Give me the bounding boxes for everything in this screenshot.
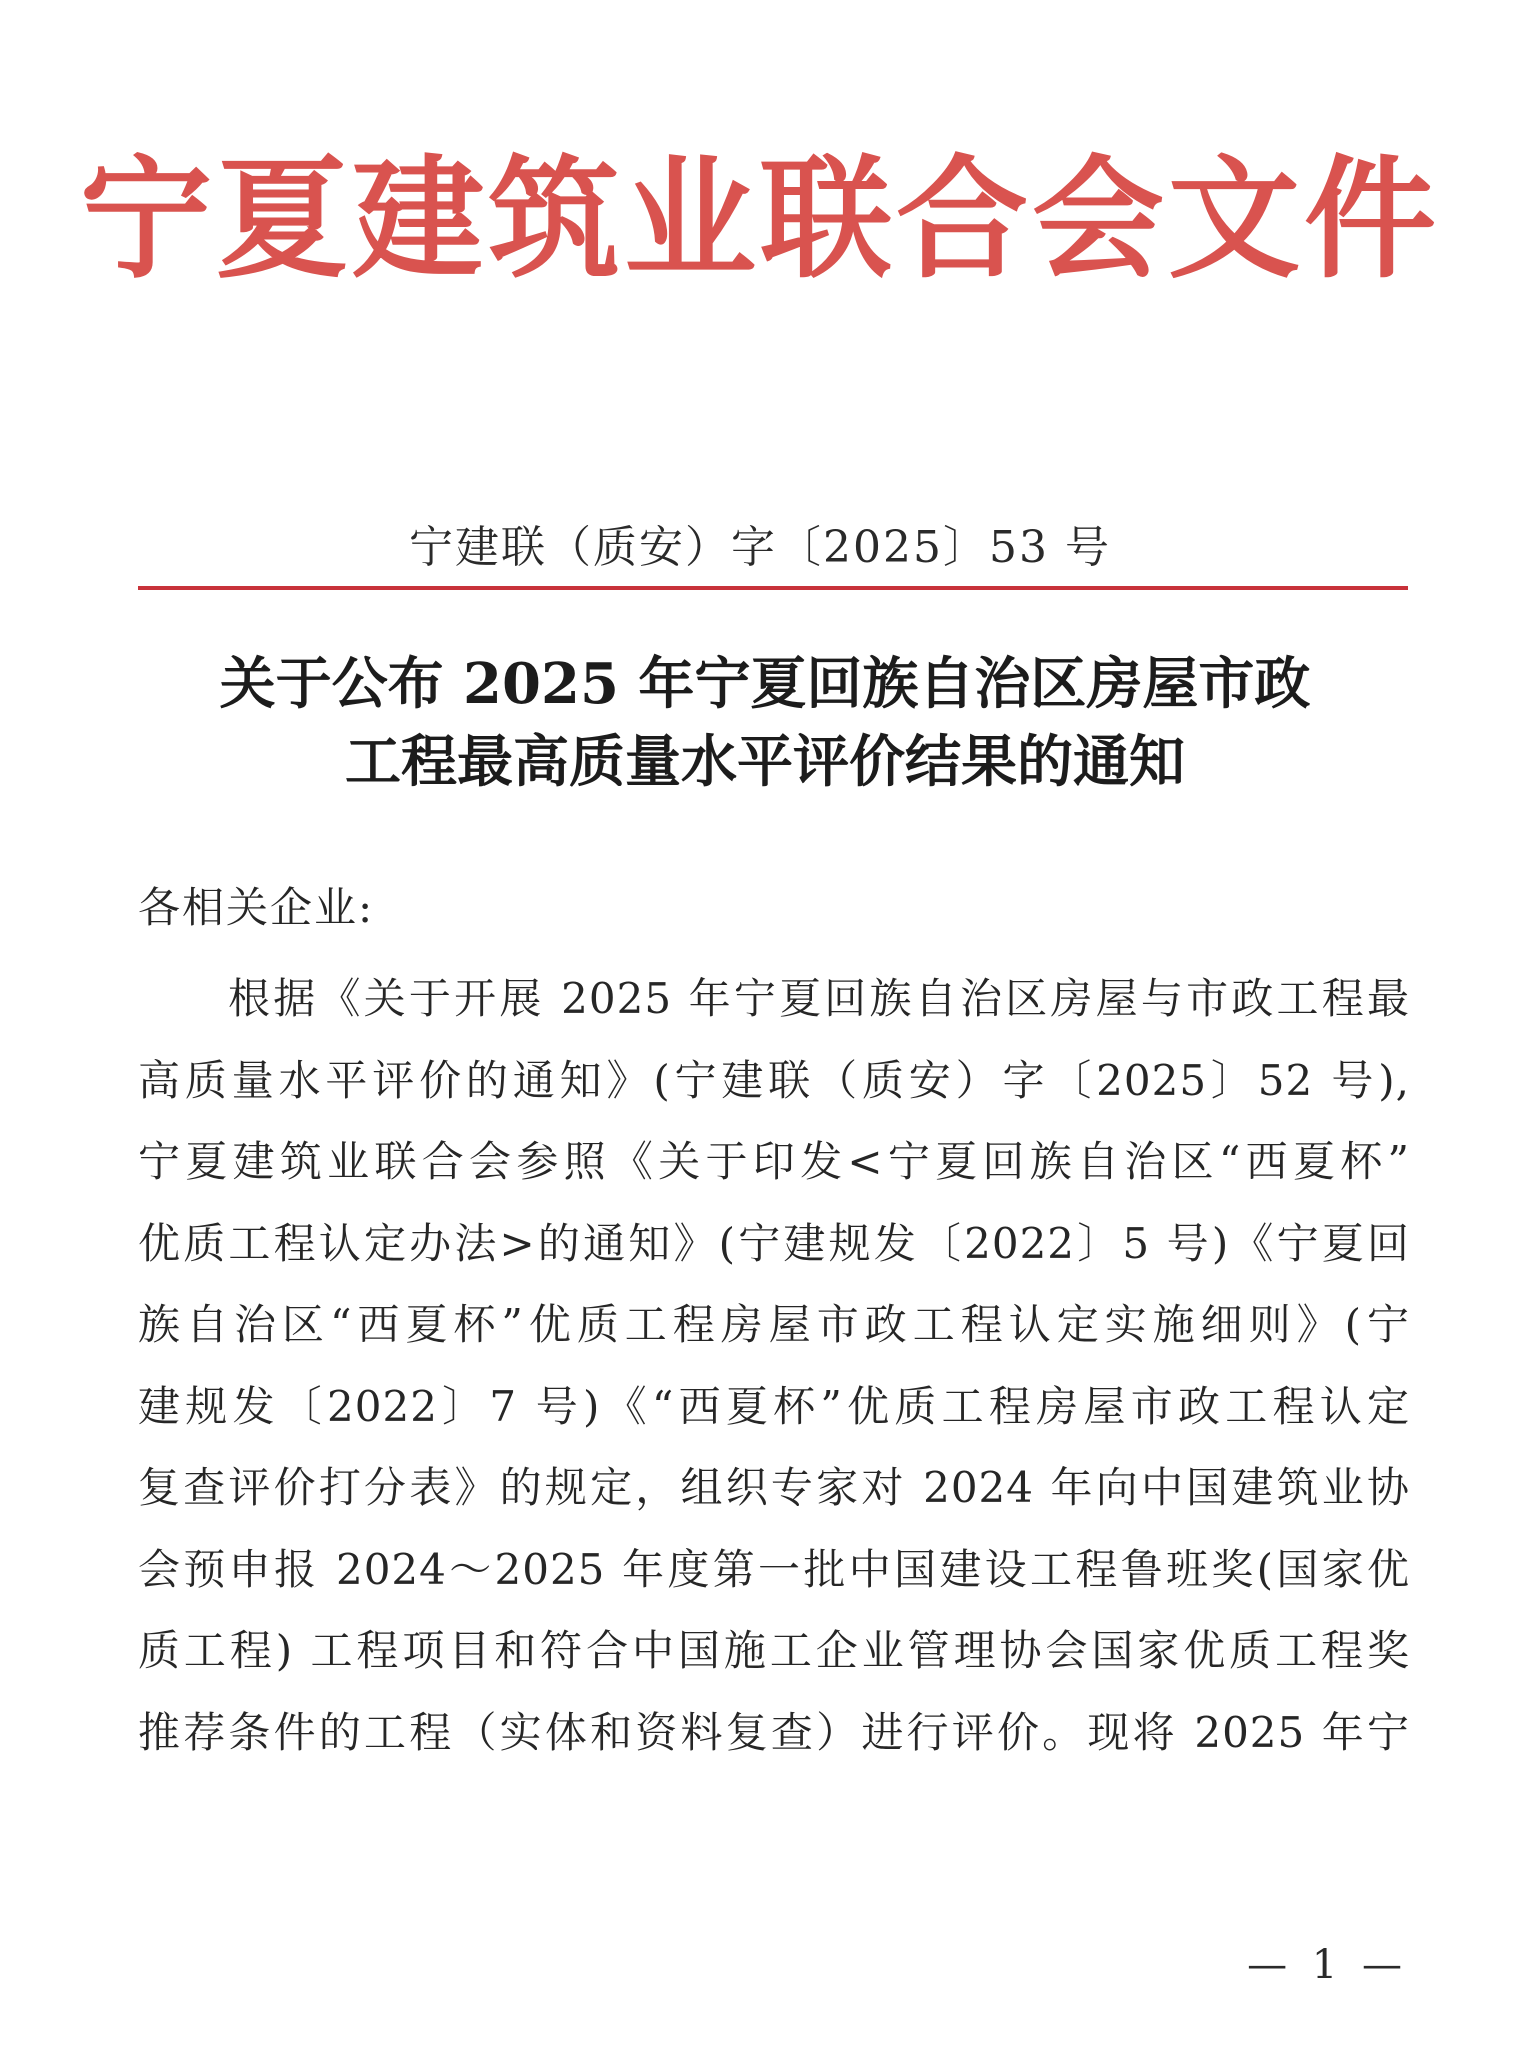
- body-paragraph: [138, 958, 1410, 1773]
- document-title: [120, 645, 1410, 801]
- body-line: 族自治区“西夏杯”优质工程房屋市政工程认定实施细则》(宁: [138, 1300, 1410, 1349]
- red-divider-rule: [138, 586, 1408, 590]
- salutation: 各相关企业:: [138, 883, 375, 932]
- body-line: 复查评价打分表》的规定，组织专家对 2024 年向中国建筑业协: [138, 1463, 1410, 1512]
- body-line: 宁夏建筑业联合会参照《关于印发<宁夏回族自治区“西夏杯”: [138, 1137, 1410, 1186]
- body-line: 优质工程认定办法>的通知》(宁建规发〔2022〕5 号)《宁夏回: [138, 1218, 1410, 1268]
- body-line: 建规发〔2022〕7 号)《“西夏杯”优质工程房屋市政工程认定: [138, 1381, 1410, 1431]
- body-line: 会预申报 2024～2025 年度第一批中国建设工程鲁班奖(国家优: [138, 1544, 1410, 1594]
- organization-header: 宁夏建筑业联合会文件: [80, 142, 1440, 297]
- body-line: 质工程) 工程项目和符合中国施工企业管理协会国家优质工程奖: [138, 1626, 1410, 1675]
- body-line: 根据《关于开展 2025 年宁夏回族自治区房屋与市政工程最: [228, 974, 1410, 1023]
- document-number: 宁建联（质安）字〔2025〕53 号: [409, 522, 1111, 573]
- body-line: 高质量水平评价的通知》(宁建联（质安）字〔2025〕52 号),: [138, 1055, 1410, 1105]
- page-number: — 1 —: [1247, 1942, 1408, 1988]
- title-line: 工程最高质量水平评价结果的通知: [345, 729, 1185, 795]
- body-line: 推荐条件的工程（实体和资料复查）进行评价。现将 2025 年宁: [138, 1707, 1410, 1757]
- title-line: 关于公布 2025 年宁夏回族自治区房屋市政: [219, 651, 1311, 717]
